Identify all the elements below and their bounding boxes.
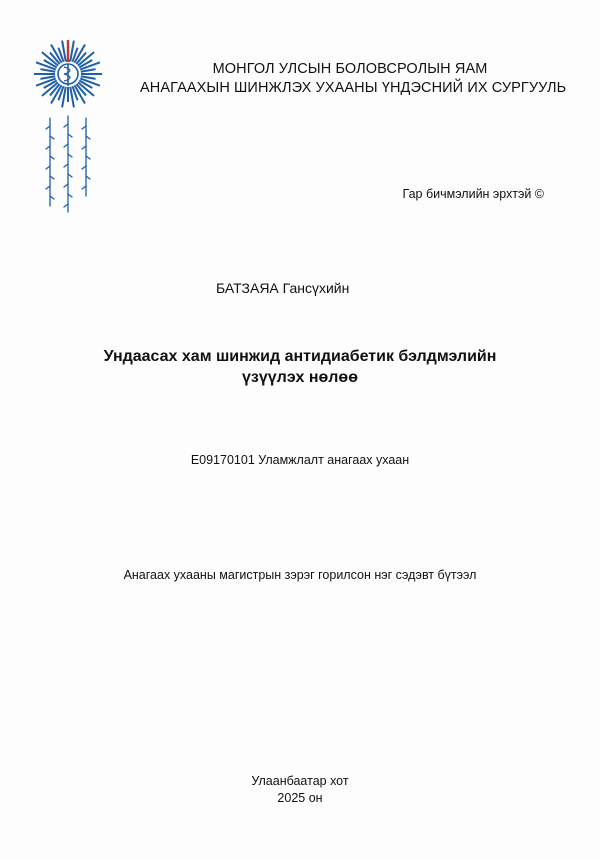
place-and-year <box>200 773 400 807</box>
university-name: АНАГААХЫН ШИНЖЛЭХ УХААНЫ ҮНДЭСНИЙ ИХ СУРГУУЛЬ <box>140 80 567 96</box>
university-logo <box>28 36 108 216</box>
institution-header <box>140 60 567 98</box>
university-emblem-icon <box>28 36 108 216</box>
ministry-name: МОНГОЛ УЛСЫН БОЛОВСРОЛЫН ЯАМ <box>212 61 488 77</box>
thesis-title <box>60 346 540 388</box>
thesis-title-line-2: үзүүлэх нөлөө <box>242 369 358 386</box>
year: 2025 он <box>277 791 323 805</box>
thesis-title-line-1: Ундаасах хам шинжид антидиабетик бэлдмэлийн <box>103 348 497 365</box>
copyright-notice: Гар бичмэлийн эрхтэй © <box>402 187 544 201</box>
degree-statement: Анагаах ухааны магистрын зэрэг горилсон нэг сэдэвт бүтээл <box>123 568 477 582</box>
author-name: БАТЗАЯА Гансүхийн <box>216 280 350 296</box>
specialty-code: E09170101 Уламжлалт анагаах ухаан <box>190 453 410 467</box>
city: Улаанбаатар хот <box>251 774 349 788</box>
